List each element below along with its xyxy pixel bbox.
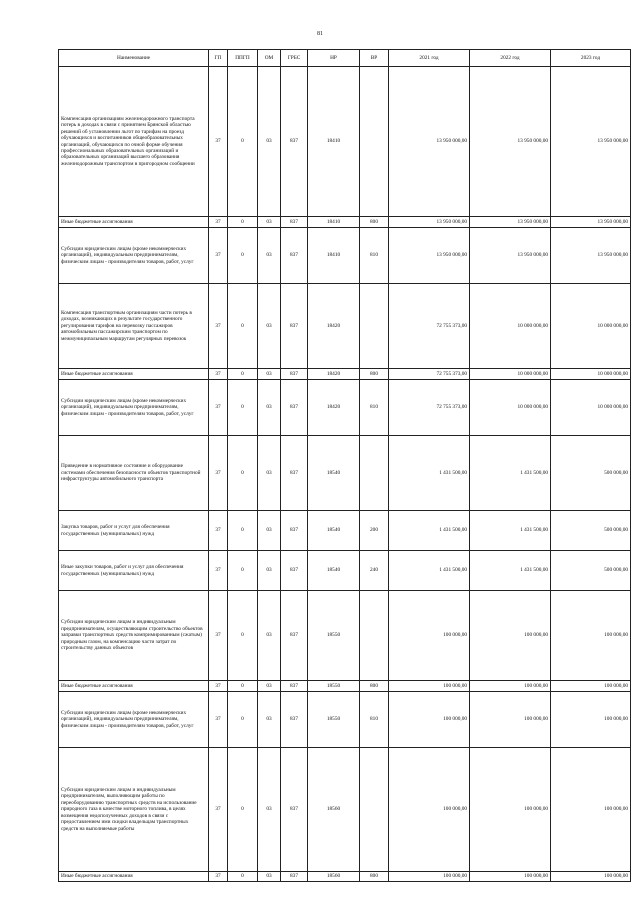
cell-name: Субсидии юридическим лицам и индивидуальным предпринимателям, осуществляющим строительство объектов заправки транспортных средств компримированным (сжатым) природным газом, на компенсацию части затрат по строительству данных объектов	[59, 591, 209, 681]
cell-name: Субсидии юридическим лицам (кроме некоммерческих организаций), индивидуальным предпринимателям, физическим лицам - производителям товаров, работ, услуг	[59, 228, 209, 284]
cell-grbs: 837	[281, 380, 308, 436]
col-header-grbs: ГРБС	[281, 50, 308, 67]
cell-name: Приведение в нормативное состояние и оборудование системами обеспечения безопасности объектов транспортной инфраструктуры автомобильного транспорта	[59, 436, 209, 511]
cell-y2021: 1 431 500,00	[389, 551, 470, 591]
cell-om: 03	[258, 436, 281, 511]
cell-ppgp: 0	[228, 369, 258, 380]
cell-name: Компенсация организациям железнодорожного транспорта потерь в доходах в связи с принятием Брянской областью решений об установлении льгот по тарифам на проезд обучающихся и воспитанников общеобразовательных организаций, обучающихся по очной форме обучения профессиональных образовательных организаций и образовательных организаций высшего образования железнодорожным транспортом в пригородном сообщении	[59, 67, 209, 217]
cell-vr: 800	[360, 217, 389, 228]
cell-y2021: 100 000,00	[389, 591, 470, 681]
cell-y2021: 72 755 373,00	[389, 369, 470, 380]
cell-gp: 37	[209, 591, 228, 681]
cell-y2022: 100 000,00	[470, 692, 551, 748]
cell-name: Закупка товаров, работ и услуг для обеспечения государственных (муниципальных) нужд	[59, 511, 209, 551]
cell-nr: 18420	[308, 369, 360, 380]
cell-om: 03	[258, 217, 281, 228]
cell-y2022: 10 000 000,00	[470, 369, 551, 380]
cell-grbs: 837	[281, 284, 308, 369]
cell-y2023: 500 000,00	[551, 436, 631, 511]
cell-name: Иные бюджетные ассигнования	[59, 217, 209, 228]
cell-vr	[360, 591, 389, 681]
cell-y2021: 13 950 000,00	[389, 228, 470, 284]
cell-grbs: 837	[281, 681, 308, 692]
cell-vr: 800	[360, 369, 389, 380]
cell-om: 03	[258, 228, 281, 284]
cell-ppgp: 0	[228, 228, 258, 284]
cell-y2021: 100 000,00	[389, 681, 470, 692]
cell-grbs: 837	[281, 692, 308, 748]
cell-ppgp: 0	[228, 217, 258, 228]
cell-vr	[360, 284, 389, 369]
cell-y2021: 13 950 000,00	[389, 217, 470, 228]
cell-nr: 18410	[308, 228, 360, 284]
cell-y2023: 100 000,00	[551, 872, 631, 882]
col-header-2023: 2023 год	[551, 50, 631, 67]
cell-y2023: 10 000 000,00	[551, 284, 631, 369]
cell-y2021: 100 000,00	[389, 872, 470, 882]
cell-grbs: 837	[281, 591, 308, 681]
cell-y2021: 72 755 373,00	[389, 284, 470, 369]
table-row	[59, 284, 631, 369]
cell-y2022: 13 950 000,00	[470, 228, 551, 284]
cell-name: Иные бюджетные ассигнования	[59, 872, 209, 882]
table-row	[59, 681, 631, 692]
cell-y2022: 10 000 000,00	[470, 284, 551, 369]
cell-ppgp: 0	[228, 591, 258, 681]
table-row	[59, 369, 631, 380]
cell-nr: 18550	[308, 692, 360, 748]
cell-name: Иные закупки товаров, работ и услуг для обеспечения государственных (муниципальных) нужд	[59, 551, 209, 591]
cell-gp: 37	[209, 748, 228, 872]
cell-ppgp: 0	[228, 380, 258, 436]
cell-grbs: 837	[281, 217, 308, 228]
cell-gp: 37	[209, 692, 228, 748]
col-header-2021: 2021 год	[389, 50, 470, 67]
cell-y2021: 1 431 500,00	[389, 511, 470, 551]
col-header-ppgp: ППГП	[228, 50, 258, 67]
table-row	[59, 436, 631, 511]
cell-y2023: 100 000,00	[551, 748, 631, 872]
cell-om: 03	[258, 591, 281, 681]
cell-y2021: 100 000,00	[389, 692, 470, 748]
cell-vr: 810	[360, 692, 389, 748]
cell-y2023: 10 000 000,00	[551, 369, 631, 380]
col-header-nr: НР	[308, 50, 360, 67]
cell-gp: 37	[209, 228, 228, 284]
col-header-gp: ГП	[209, 50, 228, 67]
cell-gp: 37	[209, 380, 228, 436]
cell-nr: 18550	[308, 591, 360, 681]
cell-y2023: 500 000,00	[551, 511, 631, 551]
table-row	[59, 380, 631, 436]
budget-table	[58, 49, 631, 882]
cell-om: 03	[258, 681, 281, 692]
cell-vr	[360, 748, 389, 872]
table-row	[59, 217, 631, 228]
cell-ppgp: 0	[228, 511, 258, 551]
cell-y2023: 100 000,00	[551, 591, 631, 681]
table-row	[59, 228, 631, 284]
cell-nr: 18560	[308, 748, 360, 872]
cell-vr	[360, 67, 389, 217]
cell-om: 03	[258, 872, 281, 882]
col-header-om: ОМ	[258, 50, 281, 67]
cell-ppgp: 0	[228, 872, 258, 882]
cell-gp: 37	[209, 551, 228, 591]
cell-y2022: 10 000 000,00	[470, 380, 551, 436]
cell-gp: 37	[209, 369, 228, 380]
cell-om: 03	[258, 67, 281, 217]
table-row	[59, 748, 631, 872]
cell-gp: 37	[209, 681, 228, 692]
cell-nr: 18410	[308, 67, 360, 217]
cell-nr: 18540	[308, 551, 360, 591]
cell-y2023: 13 950 000,00	[551, 228, 631, 284]
cell-nr: 18420	[308, 380, 360, 436]
cell-grbs: 837	[281, 511, 308, 551]
table-row	[59, 551, 631, 591]
cell-om: 03	[258, 551, 281, 591]
cell-name: Компенсация транспортным организациям части потерь в доходах, возникающих в результате государственного регулирования тарифов на перевозку пассажиров автомобильным пассажирским транспортом по межмуниципальным маршрутам регулярных перевозок	[59, 284, 209, 369]
cell-gp: 37	[209, 872, 228, 882]
col-header-vr: ВР	[360, 50, 389, 67]
cell-y2022: 1 431 500,00	[470, 551, 551, 591]
cell-y2021: 1 431 500,00	[389, 436, 470, 511]
cell-y2023: 10 000 000,00	[551, 380, 631, 436]
cell-nr: 18540	[308, 436, 360, 511]
cell-name: Субсидии юридическим лицам и индивидуальным предпринимателям, выполняющим работы по переоборудованию транспортных средств на использование природного газа в качестве моторного топлива, в целях возмещения недополученных доходов в связи с предоставлением ими скидки владельцам транспортных средств на выполняемые работы	[59, 748, 209, 872]
col-header-name: Наименование	[59, 50, 209, 67]
cell-vr: 240	[360, 551, 389, 591]
table-row	[59, 67, 631, 217]
table-row	[59, 692, 631, 748]
cell-grbs: 837	[281, 369, 308, 380]
cell-grbs: 837	[281, 436, 308, 511]
cell-nr: 18540	[308, 511, 360, 551]
cell-nr: 18550	[308, 681, 360, 692]
cell-y2021: 100 000,00	[389, 748, 470, 872]
cell-gp: 37	[209, 217, 228, 228]
cell-y2022: 100 000,00	[470, 681, 551, 692]
cell-gp: 37	[209, 284, 228, 369]
cell-ppgp: 0	[228, 284, 258, 369]
cell-y2023: 13 950 000,00	[551, 67, 631, 217]
cell-ppgp: 0	[228, 692, 258, 748]
cell-gp: 37	[209, 511, 228, 551]
cell-om: 03	[258, 748, 281, 872]
cell-ppgp: 0	[228, 748, 258, 872]
cell-y2023: 13 950 000,00	[551, 217, 631, 228]
cell-y2022: 100 000,00	[470, 748, 551, 872]
cell-om: 03	[258, 369, 281, 380]
cell-vr	[360, 436, 389, 511]
cell-y2022: 13 950 000,00	[470, 67, 551, 217]
cell-ppgp: 0	[228, 551, 258, 591]
cell-grbs: 837	[281, 551, 308, 591]
cell-y2022: 100 000,00	[470, 872, 551, 882]
cell-vr: 810	[360, 380, 389, 436]
cell-ppgp: 0	[228, 436, 258, 511]
cell-name: Иные бюджетные ассигнования	[59, 681, 209, 692]
cell-y2021: 72 755 373,00	[389, 380, 470, 436]
cell-vr: 200	[360, 511, 389, 551]
cell-grbs: 837	[281, 872, 308, 882]
cell-vr: 800	[360, 681, 389, 692]
cell-om: 03	[258, 511, 281, 551]
cell-grbs: 837	[281, 748, 308, 872]
cell-ppgp: 0	[228, 67, 258, 217]
cell-y2023: 500 000,00	[551, 551, 631, 591]
cell-gp: 37	[209, 436, 228, 511]
cell-grbs: 837	[281, 67, 308, 217]
cell-ppgp: 0	[228, 681, 258, 692]
col-header-2022: 2022 год	[470, 50, 551, 67]
cell-name: Субсидии юридическим лицам (кроме некоммерческих организаций), индивидуальным предпринимателям, физическим лицам - производителям товаров, работ, услуг	[59, 692, 209, 748]
cell-om: 03	[258, 380, 281, 436]
cell-grbs: 837	[281, 228, 308, 284]
cell-y2021: 13 950 000,00	[389, 67, 470, 217]
table-row	[59, 872, 631, 882]
table-row	[59, 591, 631, 681]
cell-y2023: 100 000,00	[551, 681, 631, 692]
cell-nr: 18410	[308, 217, 360, 228]
cell-nr: 18420	[308, 284, 360, 369]
table-header-row	[59, 50, 631, 67]
cell-y2022: 1 431 500,00	[470, 511, 551, 551]
cell-y2023: 100 000,00	[551, 692, 631, 748]
cell-vr: 800	[360, 872, 389, 882]
cell-om: 03	[258, 692, 281, 748]
page-number: 81	[317, 31, 323, 37]
cell-name: Иные бюджетные ассигнования	[59, 369, 209, 380]
cell-y2022: 13 950 000,00	[470, 217, 551, 228]
cell-om: 03	[258, 284, 281, 369]
cell-vr: 810	[360, 228, 389, 284]
cell-nr: 18560	[308, 872, 360, 882]
cell-name: Субсидии юридическим лицам (кроме некоммерческих организаций), индивидуальным предпринимателям, физическим лицам - производителям товаров, работ, услуг	[59, 380, 209, 436]
cell-y2022: 100 000,00	[470, 591, 551, 681]
cell-y2022: 1 431 500,00	[470, 436, 551, 511]
cell-gp: 37	[209, 67, 228, 217]
table-row	[59, 511, 631, 551]
